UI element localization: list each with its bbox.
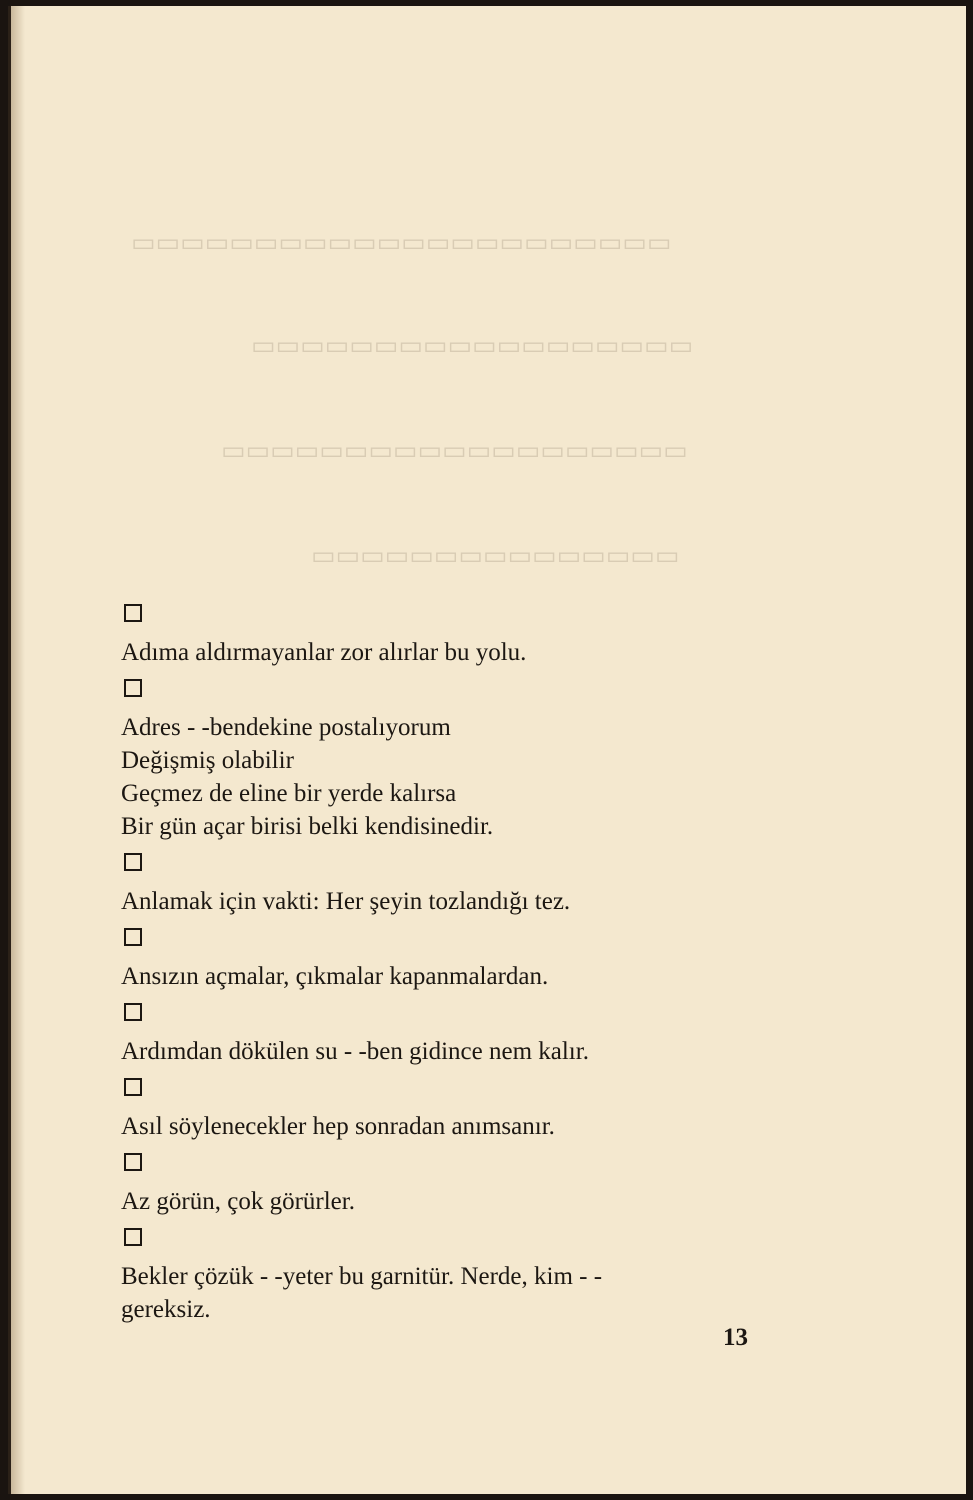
book-page [8, 6, 966, 1494]
poem-stanzas [121, 594, 841, 1328]
stanza [121, 928, 841, 993]
stanza [121, 1153, 841, 1218]
checkbox-square-icon [124, 1228, 142, 1246]
poem-line: Az görün, çok görürler. [121, 1188, 355, 1215]
show-through-ghost-2: ▭▭▭▭▭▭▭▭▭▭▭▭▭▭▭▭▭▭ [251, 331, 694, 360]
poem-line: Asıl söylenecekler hep sonradan anımsanır. [121, 1113, 555, 1140]
stanza [121, 604, 841, 669]
stanza [121, 1228, 841, 1326]
page-edge-shadow [11, 6, 25, 1494]
poem-line: Geçmez de eline bir yerde kalırsa [121, 780, 457, 807]
stanza [121, 679, 841, 843]
show-through-ghost-3: ▭▭▭▭▭▭▭▭▭▭▭▭▭▭▭▭▭▭▭ [221, 436, 688, 465]
poem-line: Anlamak için vakti: Her şeyin tozlandığı tez. [121, 888, 571, 915]
stanza [121, 853, 841, 918]
show-through-ghost-4: ▭▭▭▭▭▭▭▭▭▭▭▭▭▭▭ [311, 541, 680, 570]
page-number: 13 [723, 1324, 748, 1351]
stanza [121, 1003, 841, 1068]
stanza [121, 1078, 841, 1143]
checkbox-square-icon [124, 928, 142, 946]
checkbox-square-icon [124, 853, 142, 871]
poem-line: gereksiz. [121, 1296, 211, 1323]
poem-line: Adıma aldırmayanlar zor alırlar bu yolu. [121, 639, 527, 666]
checkbox-square-icon [124, 1078, 142, 1096]
show-through-ghost-1: ▭▭▭▭▭▭▭▭▭▭▭▭▭▭▭▭▭▭▭▭▭▭ [131, 228, 672, 257]
poem-line: Ardımdan dökülen su - -ben gidince nem kalır. [121, 1038, 589, 1065]
poem-line: Adres - -bendekine postalıyorum [121, 714, 451, 741]
poem-line: Ansızın açmalar, çıkmalar kapanmalardan. [121, 963, 549, 990]
checkbox-square-icon [124, 679, 142, 697]
poem-line: Bekler çözük - -yeter bu garnitür. Nerde, kim - - [121, 1263, 603, 1290]
checkbox-square-icon [124, 1003, 142, 1021]
poem-line: Değişmiş olabilir [121, 747, 294, 774]
checkbox-square-icon [124, 1153, 142, 1171]
checkbox-square-icon [124, 604, 142, 622]
poem-line: Bir gün açar birisi belki kendisinedir. [121, 813, 494, 840]
